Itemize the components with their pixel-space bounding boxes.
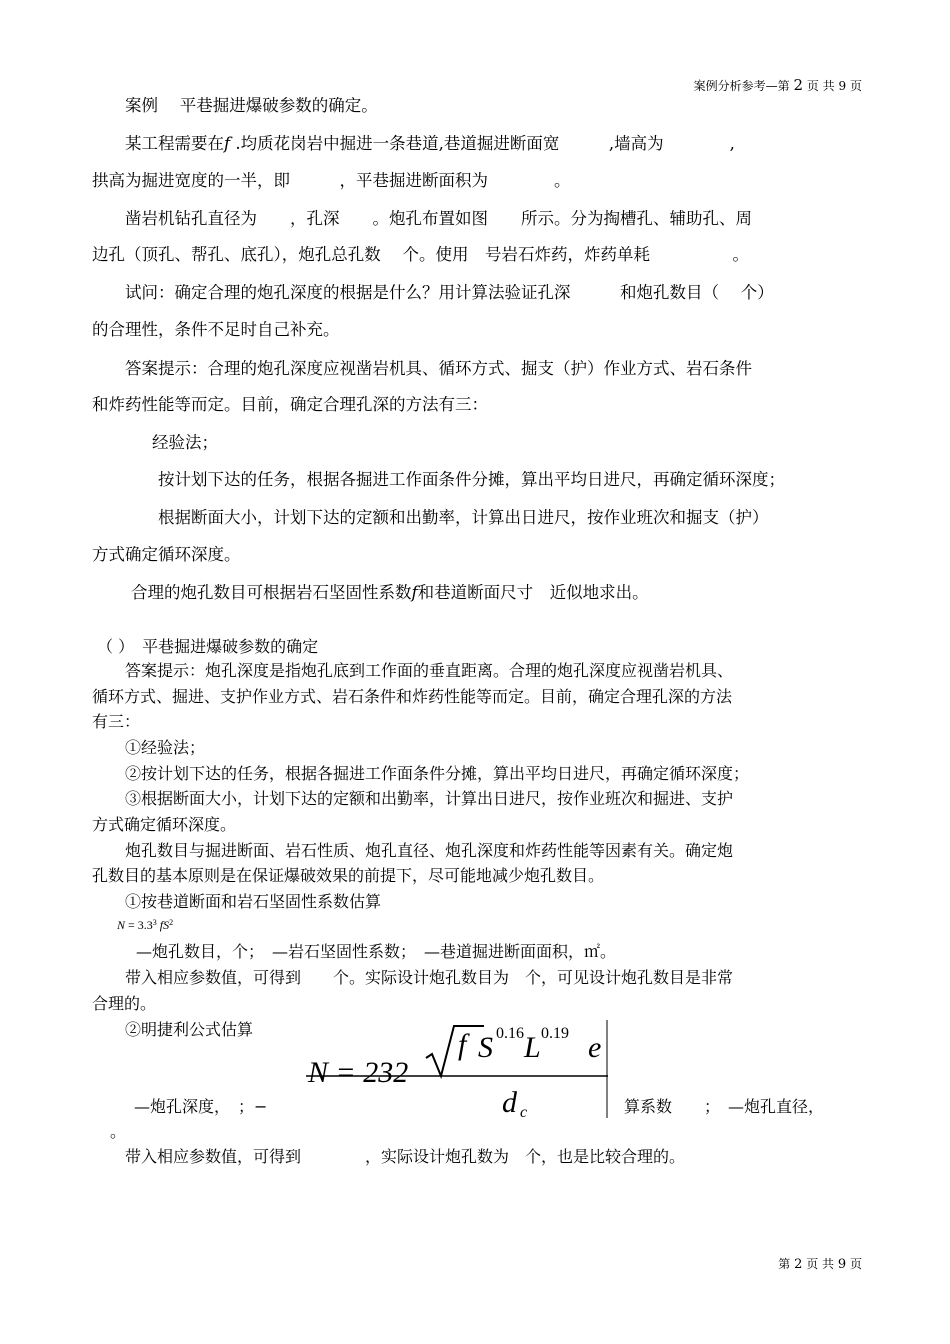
case-p1-text-b: .均质花岗岩中掘进一条巷道,巷道掘进断面宽 ,墙高为 , xyxy=(230,134,735,153)
section-heading: （ ） 平巷掘进爆破参数的确定 xyxy=(97,637,319,656)
section-method-1: ①经验法； xyxy=(125,738,206,757)
page-header xyxy=(694,76,862,94)
case-title: 案例 平巷掘进爆破参数的确定。 xyxy=(125,96,378,115)
formula1-exponent-2: 2 xyxy=(169,918,174,927)
formula2-e: e xyxy=(588,1031,602,1064)
formula2-S: S xyxy=(478,1031,493,1064)
case-hole-text-a: 合理的炮孔数目可根据岩石坚固性系数 xyxy=(131,583,412,602)
formula2-graphic xyxy=(306,1020,608,1118)
footer-page-number: 2 xyxy=(794,1257,803,1272)
formula-hole-count xyxy=(117,918,173,933)
section-answer-line-3: 有三： xyxy=(92,712,141,731)
case-method-2: 按计划下达的任务，根据各掘进工作面条件分摊，算出平均日进尺，再确定循环深度； xyxy=(158,470,785,489)
header-suffix: 页 xyxy=(849,79,862,93)
case-p1-f-symbol: f xyxy=(224,134,231,153)
formula1-variable-definitions: —炮孔数目，个； —岩石坚固性系数； —巷道掘进断面面积，㎡。 xyxy=(136,942,617,961)
section-hole-number-line-2: 孔数目的基本原则是在保证爆破效果的前提下，尽可能地减少炮孔数目。 xyxy=(92,866,605,885)
footer-mid: 页 共 xyxy=(806,1257,835,1271)
formula1-coefficient: 3.3 xyxy=(137,918,153,932)
section-method-2: ②按计划下达的任务，根据各掘进工作面条件分摊，算出平均日进尺，再确定循环深度； xyxy=(125,764,750,783)
formula1-equals: = xyxy=(128,918,135,932)
formula2-definitions-right: 算系数 ； —炮孔直径， xyxy=(624,1097,825,1116)
section-substitution-1-line-1: 带入相应参数值，可得到 个。实际设计炮孔数目为 个，可见设计炮孔数目是非常 xyxy=(125,968,734,987)
footer-total-pages: 9 xyxy=(837,1257,847,1272)
formula2-d: d xyxy=(502,1086,517,1118)
formula2-d-subscript: c xyxy=(520,1104,528,1118)
case-answer-line-1: 答案提示：合理的炮孔深度应视凿岩机具、循环方式、掘支（护）作业方式、岩石条件 xyxy=(125,359,752,378)
section-answer-line-1: 答案提示：炮孔深度是指炮孔底到工作面的垂直距离。合理的炮孔深度应视凿岩机具、 xyxy=(125,661,734,680)
case-paragraph-2-line-1: 凿岩机钻孔直径为 ，孔深 。炮孔布置如图 所示。分为掏槽孔、辅助孔、周 xyxy=(125,209,752,228)
case-method-1: 经验法； xyxy=(152,433,218,452)
case-hole-text-b: 和巷道断面尺寸 近似地求出。 xyxy=(417,583,649,602)
formula1-exponent-1: 3 xyxy=(152,918,157,927)
case-method-3-line-1: 根据断面大小，计划下达的定额和出勤率，计算出日进尺，按作业班次和掘支（护） xyxy=(158,508,769,527)
case-paragraph-1-line-2: 拱高为掘进宽度的一半，即 ，平巷掘进断面积为 。 xyxy=(92,171,571,190)
formula2-lhs: N = 232 xyxy=(308,1056,409,1089)
section-method-3-line-2: 方式确定循环深度。 xyxy=(92,815,237,834)
section-substitution-2: 带入相应参数值，可得到 ，实际设计炮孔数为 个，也是比较合理的。 xyxy=(125,1147,686,1166)
case-answer-line-2: 和炸药性能等而定。目前，确定合理孔深的方法有三： xyxy=(92,395,488,414)
case-method-3-line-2: 方式确定循环深度。 xyxy=(92,545,241,564)
formula2-definitions-left: —炮孔深度， ；− xyxy=(134,1097,268,1116)
formula2-S-exponent: 0.16 xyxy=(496,1025,524,1042)
section-estimate-1-heading: ①按巷道断面和岩石坚固性系数估算 xyxy=(125,892,382,911)
radical-sign-icon xyxy=(426,1026,484,1076)
section-method-3-line-1: ③根据断面大小，计划下达的定额和出勤率，计算出日进尺，按作业班次和掘进、支护 xyxy=(125,789,734,808)
section-hole-number-line-1: 炮孔数目与掘进断面、岩石性质、炮孔直径、炮孔深度和炸药性能等因素有关。确定炮 xyxy=(125,841,734,860)
case-hole-number-line xyxy=(131,583,649,603)
section-substitution-1-line-2: 合理的。 xyxy=(92,994,157,1013)
footer-suffix: 页 xyxy=(849,1257,862,1271)
case-question-line-2: 的合理性，条件不足时自己补充。 xyxy=(92,320,340,339)
case-paragraph-1-line-1 xyxy=(125,134,735,154)
section-estimate-2-heading: ②明捷利公式估算 xyxy=(125,1020,254,1039)
formula2-f: f xyxy=(458,1028,467,1061)
case-paragraph-2-line-2: 边孔（顶孔、帮孔、底孔），炮孔总孔数 个。使用 号岩石炸药，炸药单耗 。 xyxy=(92,245,749,264)
formula1-lhs: N xyxy=(117,918,126,932)
formula1-variables: fS xyxy=(159,918,170,932)
formula-mingjieli xyxy=(306,1020,608,1118)
header-total-pages: 9 xyxy=(838,79,847,93)
case-p1-text-a: 某工程需要在 xyxy=(125,134,224,153)
case-hole-f-symbol: f xyxy=(411,583,418,602)
formula2-definitions-tail: 。 xyxy=(110,1122,127,1141)
formula2-L: L xyxy=(524,1031,541,1064)
page-footer xyxy=(778,1255,862,1272)
header-prefix: 案例分析参考—第 xyxy=(693,79,790,93)
footer-prefix: 第 xyxy=(778,1257,791,1271)
case-question-line-1: 试问：确定合理的炮孔深度的根据是什么？用计算法验证孔深 和炮孔数目（ 个） xyxy=(125,283,774,302)
header-page-number: 2 xyxy=(793,76,804,94)
formula2-L-exponent: 0.19 xyxy=(541,1025,569,1042)
header-mid: 页 共 xyxy=(806,79,835,93)
section-answer-line-2: 循环方式、掘进、支护作业方式、岩石条件和炸药性能等而定。目前，确定合理孔深的方法 xyxy=(92,687,733,706)
